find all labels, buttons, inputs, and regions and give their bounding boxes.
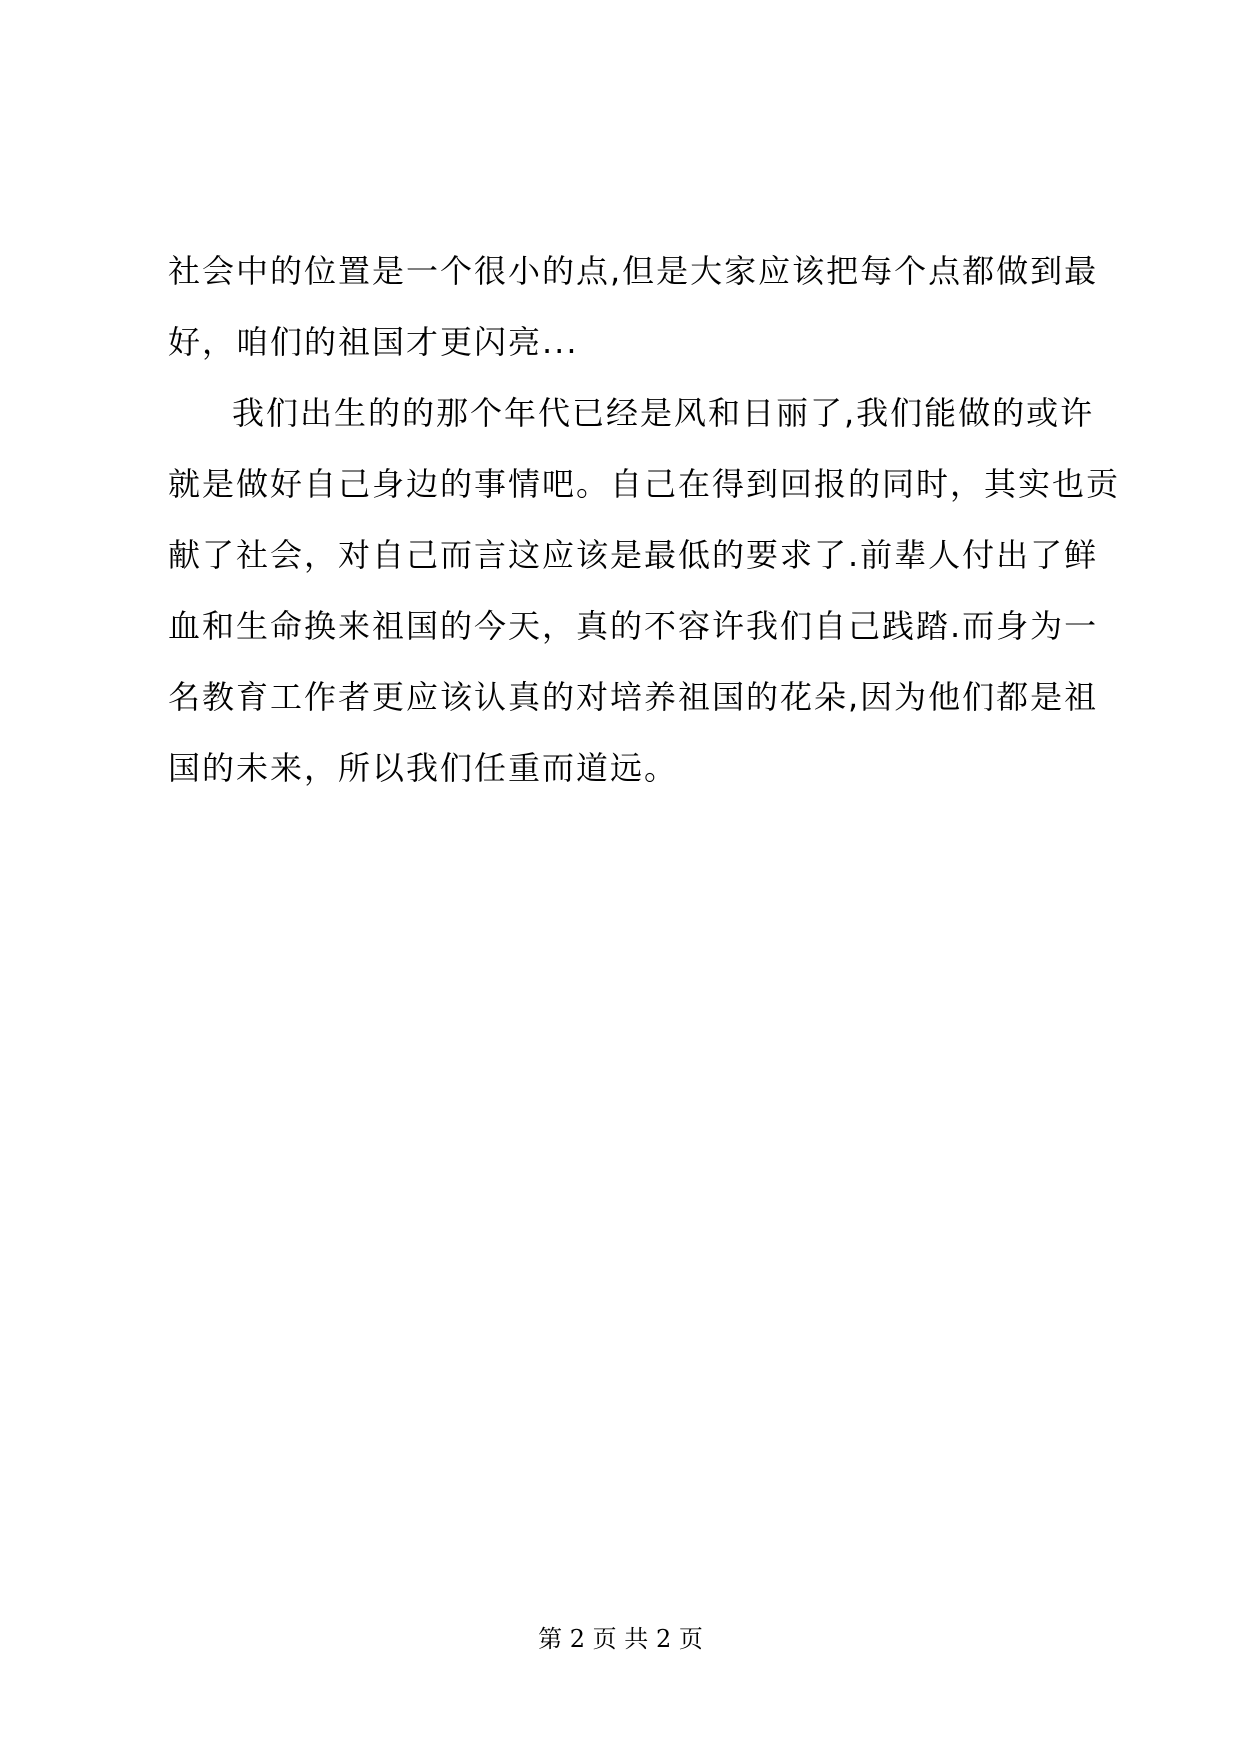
page-footer: 第 2 页 共 2 页 — [538, 1625, 703, 1653]
text-line: 社会中的位置是一个很小的点,但是大家应该把每个点都做到最 — [168, 252, 1099, 290]
paragraph-first-line: 我们出生的的那个年代已经是风和日丽了,我们能做的或许 — [232, 394, 1095, 432]
text-line: 献了社会，对自己而言这应该是最低的要求了.前辈人付出了鲜 — [168, 536, 1099, 574]
text-line: 好，咱们的祖国才更闪亮... — [168, 323, 579, 361]
text-line: 名教育工作者更应该认真的对培养祖国的花朵,因为他们都是祖 — [168, 678, 1099, 716]
body-text — [168, 236, 1121, 804]
text-line: 就是做好自己身边的事情吧。自己在得到回报的同时，其实也贡 — [168, 465, 1121, 503]
text-line: 国的未来，所以我们任重而道远。 — [168, 749, 679, 787]
text-line: 血和生命换来祖国的今天，真的不容许我们自己践踏.而身为一 — [168, 607, 1099, 645]
